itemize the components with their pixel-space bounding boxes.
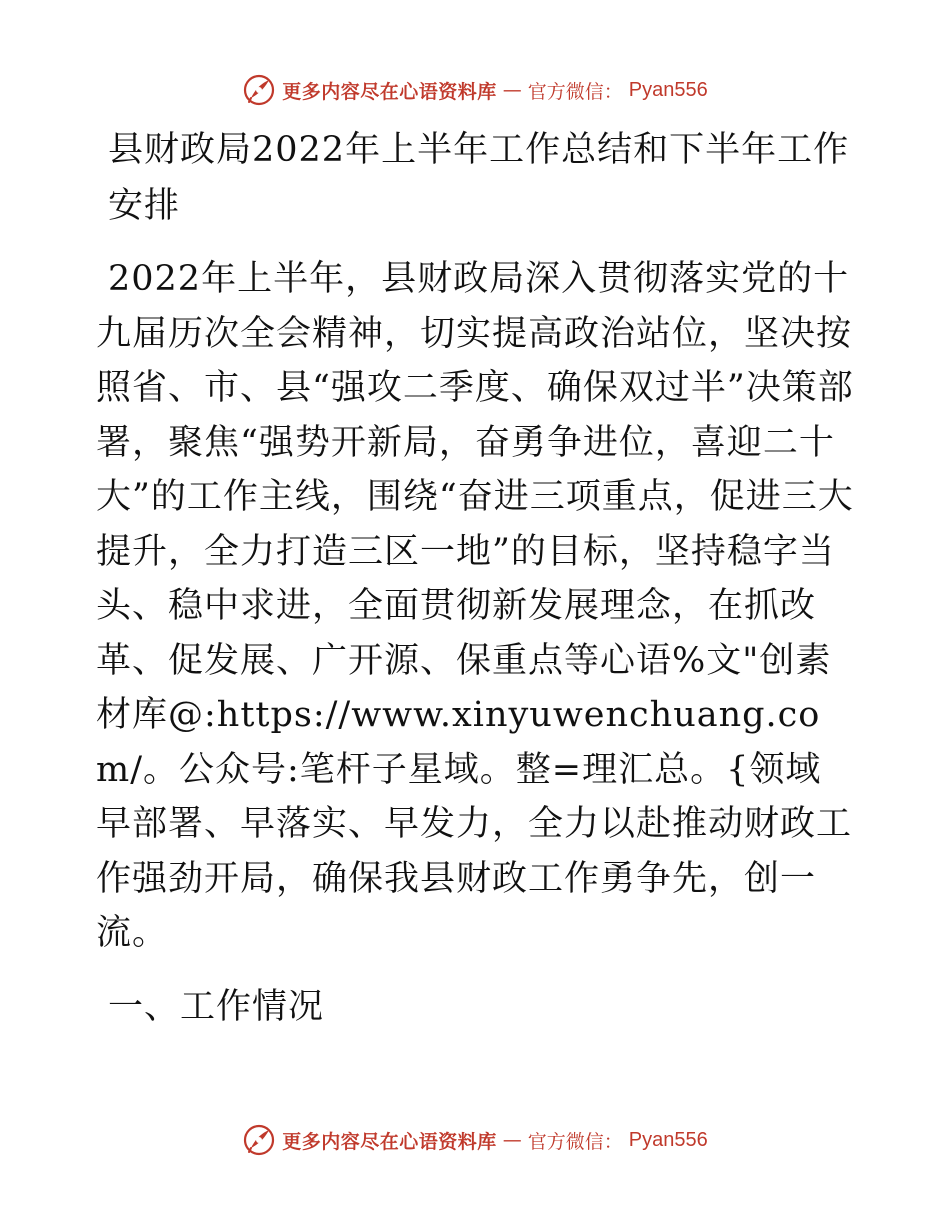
banner-slogan: 更多内容尽在心语资料库 bbox=[282, 80, 497, 103]
banner-slogan: 更多内容尽在心语资料库 bbox=[282, 1130, 497, 1153]
banner-wechat-id: Pyan556 bbox=[628, 78, 708, 101]
document-title: 县财政局2022年上半年工作总结和下半年工作安排 bbox=[108, 130, 850, 226]
banner-dash: — bbox=[502, 79, 522, 101]
header-banner bbox=[0, 70, 950, 110]
footer-banner bbox=[0, 1120, 950, 1160]
document-body bbox=[96, 122, 856, 1035]
banner-wechat-label: 官方微信： bbox=[527, 80, 623, 103]
quill-pen-logo-icon bbox=[242, 1123, 276, 1157]
banner-dash: — bbox=[502, 1129, 522, 1151]
body-paragraph: 2022年上半年，县财政局深入贯彻落实党的十九届历次全会精神，切实提高政治站位，坚决按照省、市、县“强攻二季度、确保双过半”决策部署，聚焦“强势开新局，奋勇争进位，喜迎二十大”的工作主线，围绕“奋进三项重点，促进三大提升，全力打造三区一地”的目标，坚持稳字当头、稳中求进，全面贯彻新发展理念，在抓改革、促发展、广开源、保重点等心语%文"创素材库@:https://www.xinyuwenchuang.com/。公众号:笔杆子星域。整=理汇总。{领域早部署、早落实、早发力，全力以赴推动财政工作强劲开局，确保我县财政工作勇争先，创一流。 bbox=[96, 259, 854, 953]
banner-wechat-id: Pyan556 bbox=[628, 1128, 708, 1151]
quill-pen-logo-icon bbox=[242, 73, 276, 107]
banner-wechat-label: 官方微信： bbox=[527, 1130, 623, 1153]
section-heading: 一、工作情况 bbox=[108, 986, 325, 1027]
